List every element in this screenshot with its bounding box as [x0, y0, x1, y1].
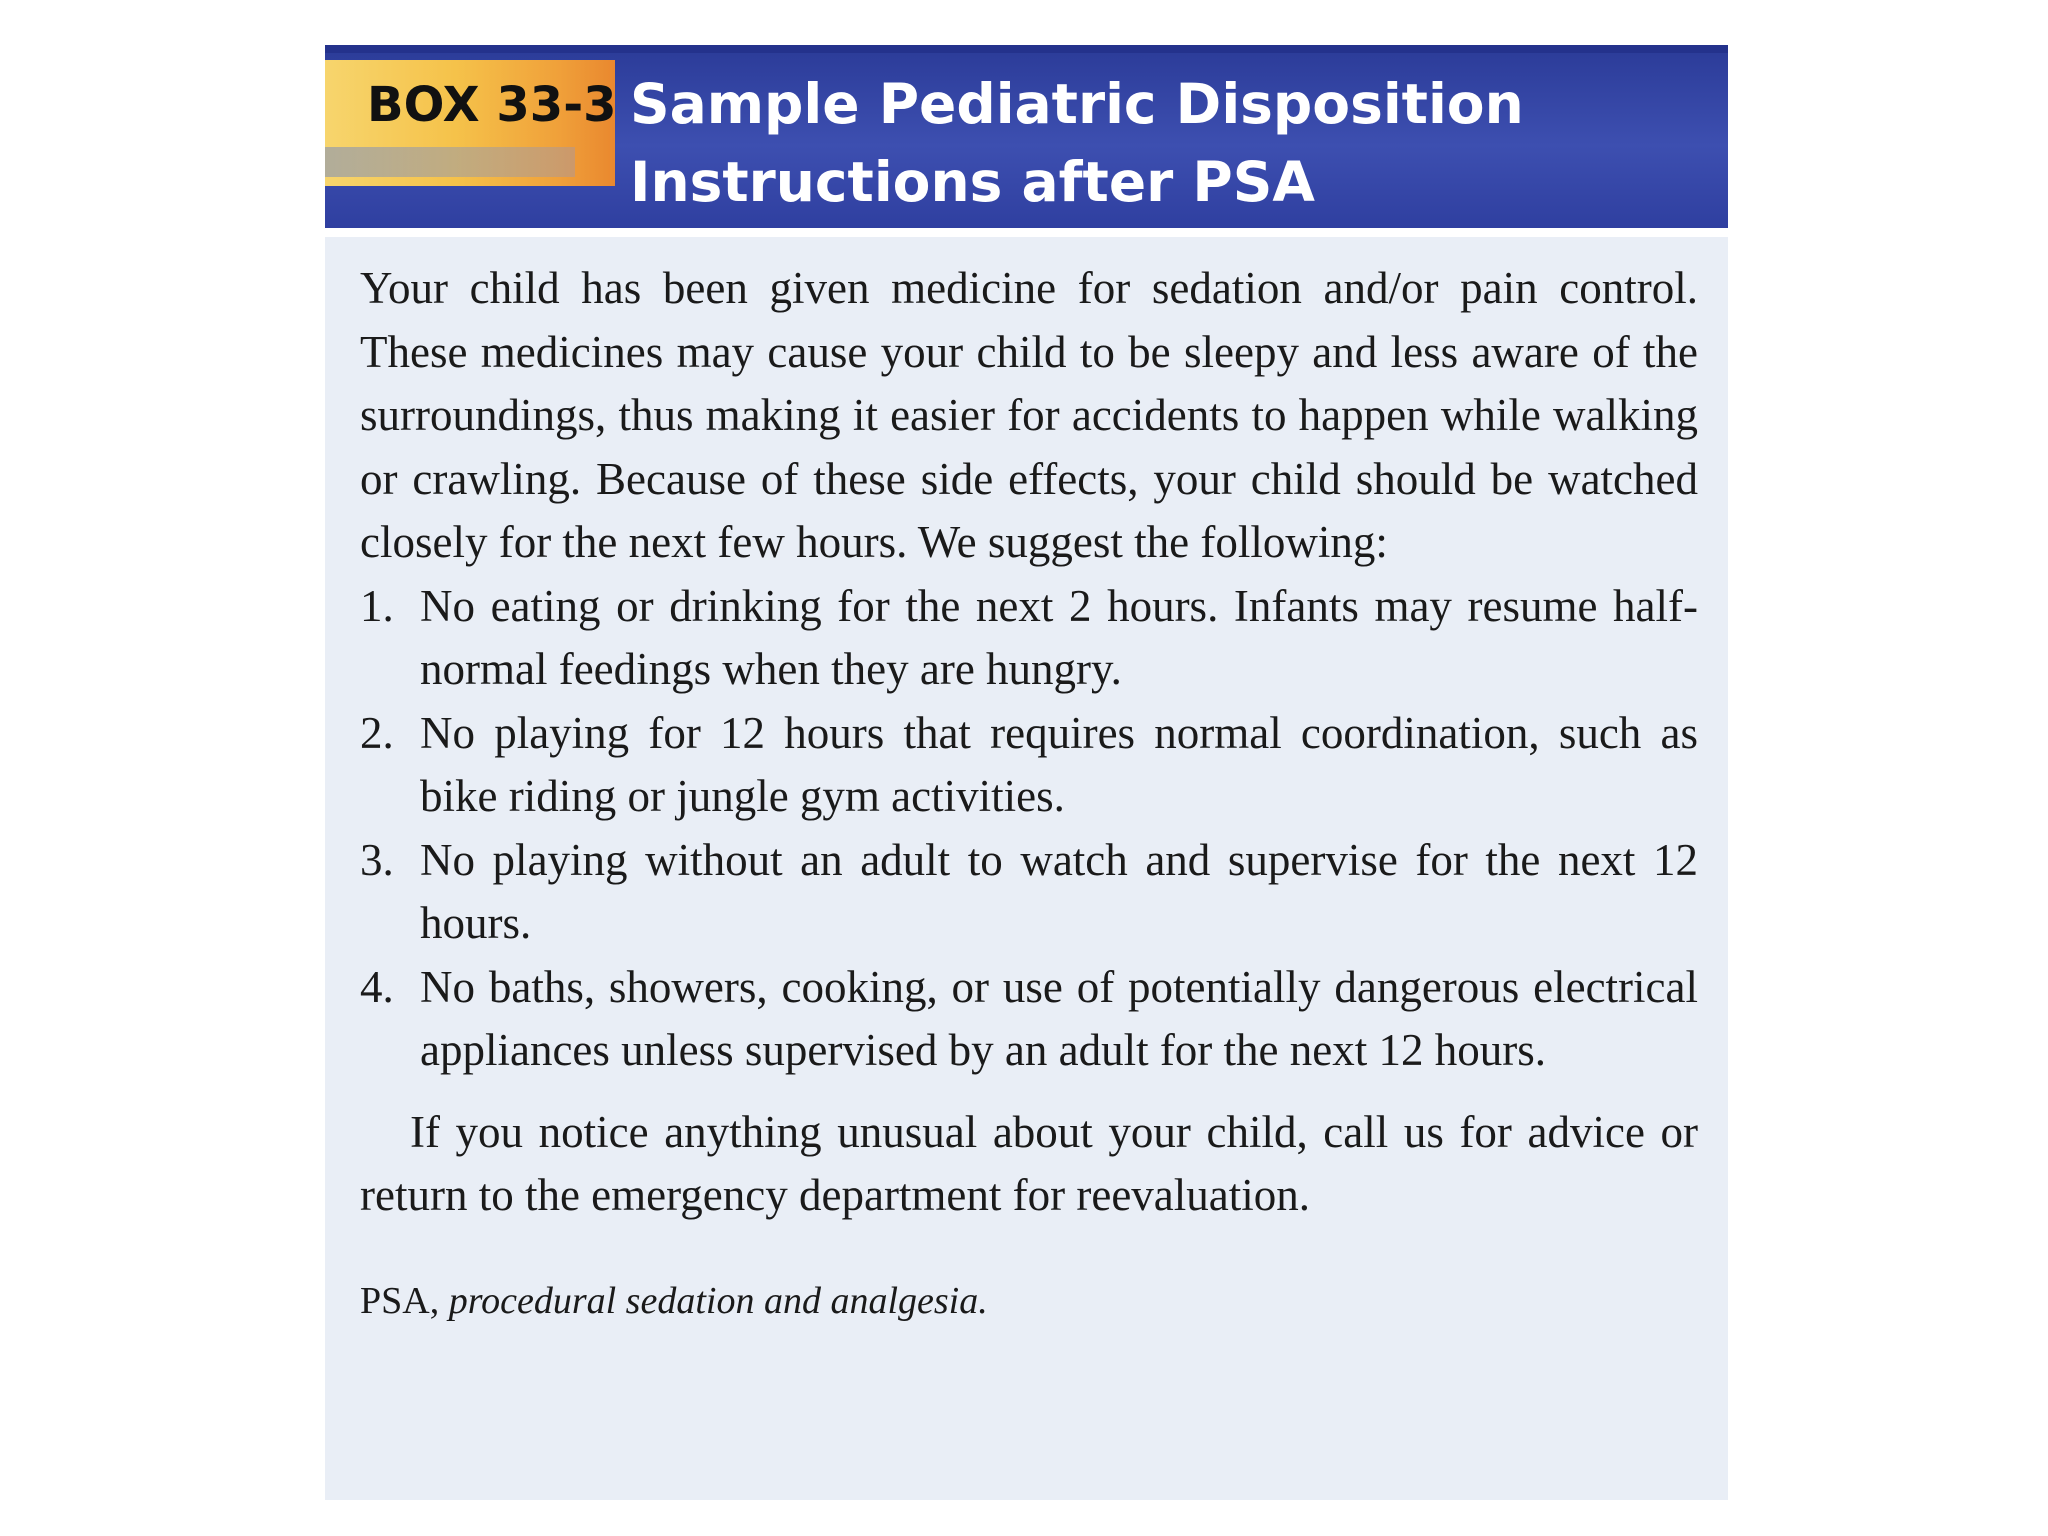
- box-label-tag-shadow: [325, 147, 575, 177]
- list-item: [360, 702, 1698, 829]
- box-title-line-2: Instructions after PSA: [630, 150, 1315, 214]
- list-item-number: 1.: [360, 580, 394, 631]
- closing-paragraph: If you notice anything unusual about your child, call us for advice or return to the emergency department for reevaluation.: [360, 1106, 1698, 1220]
- list-item-text: No eating or drinking for the next 2 hours. Infants may resume half-normal feedings when they are hungry.: [420, 580, 1698, 694]
- box-title: [630, 65, 1524, 221]
- list-item-number: 2.: [360, 707, 394, 758]
- box-header: [325, 45, 1728, 228]
- list-item-text: No playing without an adult to watch and supervise for the next 12 hours.: [420, 834, 1698, 948]
- box-body: [325, 237, 1728, 1500]
- list-item-number: 3.: [360, 834, 394, 885]
- list-item: [360, 956, 1698, 1083]
- instruction-list: [360, 575, 1698, 1083]
- footnote: [360, 1276, 1698, 1326]
- box-title-line-1: Sample Pediatric Disposition: [630, 72, 1524, 136]
- box-content: [360, 257, 1698, 1326]
- list-item: [360, 575, 1698, 702]
- list-item-text: No playing for 12 hours that requires normal coordination, such as bike riding or jungle gym activities.: [420, 707, 1698, 821]
- list-item-number: 4.: [360, 961, 394, 1012]
- header-top-rule: [325, 45, 1728, 53]
- footnote-abbreviation: PSA,: [360, 1279, 440, 1322]
- intro-paragraph: Your child has been given medicine for sedation and/or pain control. These medicines may cause your child to be sleepy and less aware of the surroundings, thus making it easier for accidents to happen while walking or crawling. Because of these side effects, your child should be watched closely for the next few hours. We suggest the following:: [360, 263, 1698, 567]
- footnote-definition: procedural sedation and analgesia.: [448, 1279, 988, 1322]
- list-item-text: No baths, showers, cooking, or use of potentially dangerous electrical appliances unless supervised by an adult for the next 12 hours.: [420, 961, 1698, 1075]
- info-box: [325, 45, 1728, 1500]
- box-label: BOX 33-3: [367, 77, 617, 133]
- list-item: [360, 829, 1698, 956]
